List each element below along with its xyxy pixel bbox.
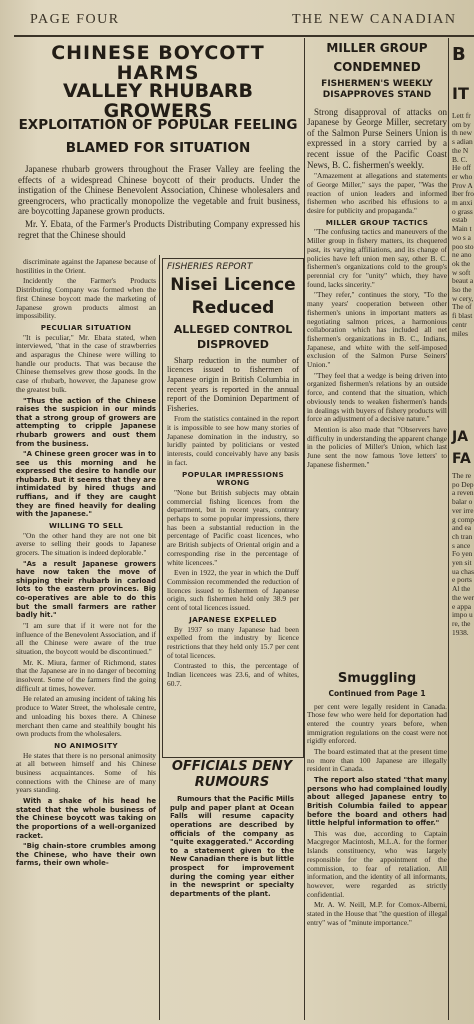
lead-intro <box>18 164 300 242</box>
fisheries-headline-1: Nisei Licence <box>170 275 296 295</box>
smuggling-body <box>307 703 447 928</box>
miller-body <box>307 107 447 470</box>
lead-column <box>16 258 156 870</box>
lead-para: Mr. K. Miura, farmer of Richmond, states that the Japanese are in no danger of becoming insolvent. Some of the farmers find the going difficult at times, however. <box>16 657 156 693</box>
subhead-willing-to-sell: WILLING TO SELL <box>48 520 124 530</box>
lead-intro-para-2: Mr. Y. Ebata, of the Farmer's Products Distributing Company expressed his regret that the Chinese should <box>18 218 300 240</box>
column-rule-3 <box>448 38 449 1020</box>
lead-headline-3: EXPLOITATION OF POPULAR FEELING <box>18 117 298 133</box>
fisheries-headline-4: DISPROVED <box>197 338 269 352</box>
lead-bold-para: "A Chinese green grocer was in to see us this morning and he expressed the desire to handle our rhubarb. But it seems that they are intimidated by hired thugs and ruffians, and if they are caught they are fined heavily for dealing with the Japanese." <box>16 450 156 519</box>
lead-headline-4: BLAMED FOR SITUATION <box>65 140 251 156</box>
subhead-popular-impressions: POPULAR IMPRESSIONS WRONG <box>182 469 284 488</box>
lead-bold-para: With a shake of his head he stated that the whole business of the Chinese boycott was taking on the proportions of a well-organized racket. <box>16 797 156 840</box>
fisheries-intro: Sharp reduction in the number of licences issued to fishermen of Japanese origin in British Columbia in recent years is reported in the annual report of the Dominion Department of Fisheries. <box>167 355 299 413</box>
fisheries-kicker: FISHERIES REPORT <box>167 262 253 272</box>
subhead-japanese-expelled: JAPANESE EXPELLED <box>189 614 277 624</box>
lead-para: "I am sure that if it were not for the influence of the Benevolent Association, and if all the Chinese were aware of the true situation, the boycott would be discontinued." <box>16 620 156 656</box>
fisheries-headline-2: Reduced <box>191 297 275 318</box>
lead-para: He related an amusing incident of taking his produce to Water Street, the wholesale centre, and unloading his boxes there. A Chinese merchant then came and stealthily bought his own products from the wholesalers. <box>16 694 156 739</box>
fisheries-box <box>162 258 304 758</box>
miller-intro: Strong disapproval of attacks on Japanese by George Miller, secretary of the Salmon Purse Seiners Union is expressed in a story carried by a recent issue of the Pacific Coast News, B. C. fishermen's weekly. <box>307 106 447 170</box>
lead-bold-para: "Thus the action of the Chinese raises the suspicion in our minds that a strong group of growers are attempting to cripple Japanese rhubarb growers and oust them from the business. <box>16 396 156 448</box>
smuggling-story <box>307 672 447 929</box>
smuggling-bold-para: The report also stated "that many persons who had complained loudly about alleged Japanese entry to British Columbia failed to appear before the board and others had little helpful information to offer." <box>307 776 447 828</box>
subhead-peculiar-situation: PECULIAR SITUATION <box>40 322 132 332</box>
lead-para: He states that there is no personal animosity at all between himself and his Chinese business acquaintances. Some of his connections with the Chinese are of many years standing. <box>16 750 156 795</box>
miller-para: "They feel that a wedge is being driven into organized fishermen's relations by an outside force, and contend that the situation, which obviously tends to weaken fishermen's hands in dealings with buyers of fishery products will force an adjustment of a decisive nature." <box>307 370 447 424</box>
page-label: PAGE FOUR <box>30 12 120 27</box>
lead-headline-1: CHINESE BOYCOTT HARMS <box>51 42 265 84</box>
miller-story <box>307 42 447 471</box>
edge-headline-fragment-2: IT <box>452 84 469 103</box>
fisheries-para: By 1937 so many Japanese had been expelled from the industry by licence restrictions that they held only 15.7 per cent of total licences. <box>167 624 299 660</box>
lead-para: discriminate against the Japanese because of hostilities in the Orient. <box>16 257 156 275</box>
fisheries-para: Contrasted to this, the percentage of Indian licencees was 23.6, and of whites, 60.7. <box>167 661 299 688</box>
lead-bold-para: "As a result Japanese growers have now taken the move of shipping their rhubarb in carload lots to the eastern provinces. Big co-operatives are able to do this but the small farmers are rather badly hit." <box>16 559 156 620</box>
smuggling-continued: Continued from Page 1 <box>328 688 426 698</box>
edge-column-text-2: The repo Depa reven balar over irreg comp and each trans ance Fo yen yen situa chase ports Al the the were appa impo ure, the 1938. <box>452 472 474 637</box>
edge-column-text-1: Lett from by th news adian the N B. C. He offer who Prov Alber from anxio grass estab Main two s a poo stone anook the w soft beaut also the w cery, The of fi blast centr miles <box>452 112 474 338</box>
lead-headline-2: VALLEY RHUBARB GROWERS <box>63 80 253 122</box>
header-rule <box>14 35 474 37</box>
edge-headline-fragment-4: FA <box>452 451 471 467</box>
fisheries-para: Even in 1922, the year in which the Duff Commission recommended the reduction of licences issued to fishermen of Japanese origin, such fishermen held only 38.9 per cent of total licences issued. <box>167 568 299 613</box>
miller-headline-2: CONDEMNED <box>333 59 421 74</box>
smuggling-para: The board estimated that at the present time no more than 100 Japanese are illegally resident in Canada. <box>307 747 447 774</box>
miller-para: "The confusing tactics and maneuvers of the Miller group in fishery matters, its chequered past, its varying affiliations, and its change of policies have left union men say, other B. C. fishermen's organizations cold to the group's perennial cry for "unity" which, they have found, lacks sincerity." <box>307 227 447 289</box>
miller-para: "Amazement at allegations and statements of George Miller," says the paper, "Was the reaction of union leaders and informed fishermen who ascribed his effusions to a desire for publicity and propaganda." <box>307 171 447 216</box>
smuggling-headline: Smuggling <box>337 671 417 686</box>
fisheries-headline-3: ALLEGED CONTROL <box>173 322 293 336</box>
fisheries-para: "None but British subjects may obtain commercial fishing licences from the department, but in recent years, contrary perhaps to some popular impressions, there has been a substantial reduction in the percentage of Pacific coast licences, who are British subjects of Oriental origin and a corresponding rise in the percentage of white licencees." <box>167 487 299 567</box>
miller-para: Mention is also made that "Observers have difficulty in understanding the apparent change in the policies of Miller's Union, which last June sent the now famous 'love letters' to Japanese fishermen." <box>307 424 447 469</box>
edge-headline-fragment-3: JA <box>452 429 469 445</box>
fisheries-para: From the statistics contained in the report it is impossible to see how many stories of Japanese domination in the industry, so luridly painted by politicians or vested interests, could conceivably have any basis in fact. <box>167 414 299 467</box>
subhead-no-animosity: NO ANIMOSITY <box>54 740 118 750</box>
paper-name: THE NEW CANADIAN <box>292 12 457 27</box>
lead-para: Incidently the Farmer's Products Distributing Company was formed when the first Chinese boycott made the marketing of Japanese grown products almost an impossibility. <box>16 276 156 321</box>
fisheries-body <box>167 356 299 689</box>
lead-para: "On the other hand they are not one bit averse to selling their goods to Japanese grocers. The situation is indeed deplorable." <box>16 530 156 557</box>
miller-headline-3: FISHERMEN'S WEEKLY DISAPPROVES STAND <box>321 79 433 101</box>
officials-body: Rumours that the Pacific Mills pulp and paper plant at Ocean Falls will resume capacity operations are described by officials of the company as "quite exaggerated." According to a statement given to the New Canadian there is but little prospect for improvement during the coming year either in the newsprint or specialty departments of the plant. <box>170 795 294 898</box>
lead-bold-para: "Big chain-store crumbles among the Chinese, who have their own farms, their own whole- <box>16 842 156 868</box>
officials-headline-2: RUMOURS <box>194 774 270 790</box>
miller-para: "They refer," continues the story, "To the many years' cooperation between other fishermen's unions in important matters as negotiating salmon prices, a harmonious collaboration which has included all net fishermen's organizations in B. C., Indians, Japanese, and white with the self-imposed exclusion of the Salmon Purse Seiners' Union." <box>307 290 447 370</box>
miller-headline-1: MILLER GROUP <box>326 41 428 55</box>
edge-headline-fragment-1: B <box>452 44 466 65</box>
officials-headline-1: OFFICIALS DENY <box>171 759 293 774</box>
smuggling-para: per cent were legally resident in Canada. Those few who were held for deportation had entered the country years before, when immigration regulations on the coast were not rigidly enforced. <box>307 701 447 746</box>
subhead-miller-group-tactics: MILLER GROUP TACTICS <box>325 217 429 227</box>
lead-para: "It is peculiar," Mr. Ebata stated, when interviewed, "that in the case of strawberries and asparagus the Chinese were willing to handle our products. That was because the Chinese themselves grew those goods. In the case of rhubarb, however, the Japanese grow the greatest bulk. <box>16 332 156 394</box>
officials-story <box>162 760 302 898</box>
column-rule-2 <box>304 38 305 1020</box>
column-rule-1 <box>159 255 160 1020</box>
smuggling-para: Mr. A. W. Neill, M.P. for Comox-Alberni, stated in the House that "the question of illegal entry" was of "minute importance." <box>307 900 447 927</box>
smuggling-para: This was due, according to Captain Macgregor Macintosh, M.L.A. for the former Islands constituency, who was largely responsible for the appointment of the commission, to fear of retaliation. All information, and the identity of all informants, however, were regarded as strictly confidential. <box>307 828 447 899</box>
lead-intro-para: Japanese rhubarb growers throughout the Fraser Valley are feeling the effects of a widespread Chinese boycott of their products. Under the instigation of the Chinese Benevolent Association, Chinese wholesalers and greengrocers, who practically monopolize the vegetable and fruit business, are boycotting Japanese grown products. <box>18 164 300 217</box>
